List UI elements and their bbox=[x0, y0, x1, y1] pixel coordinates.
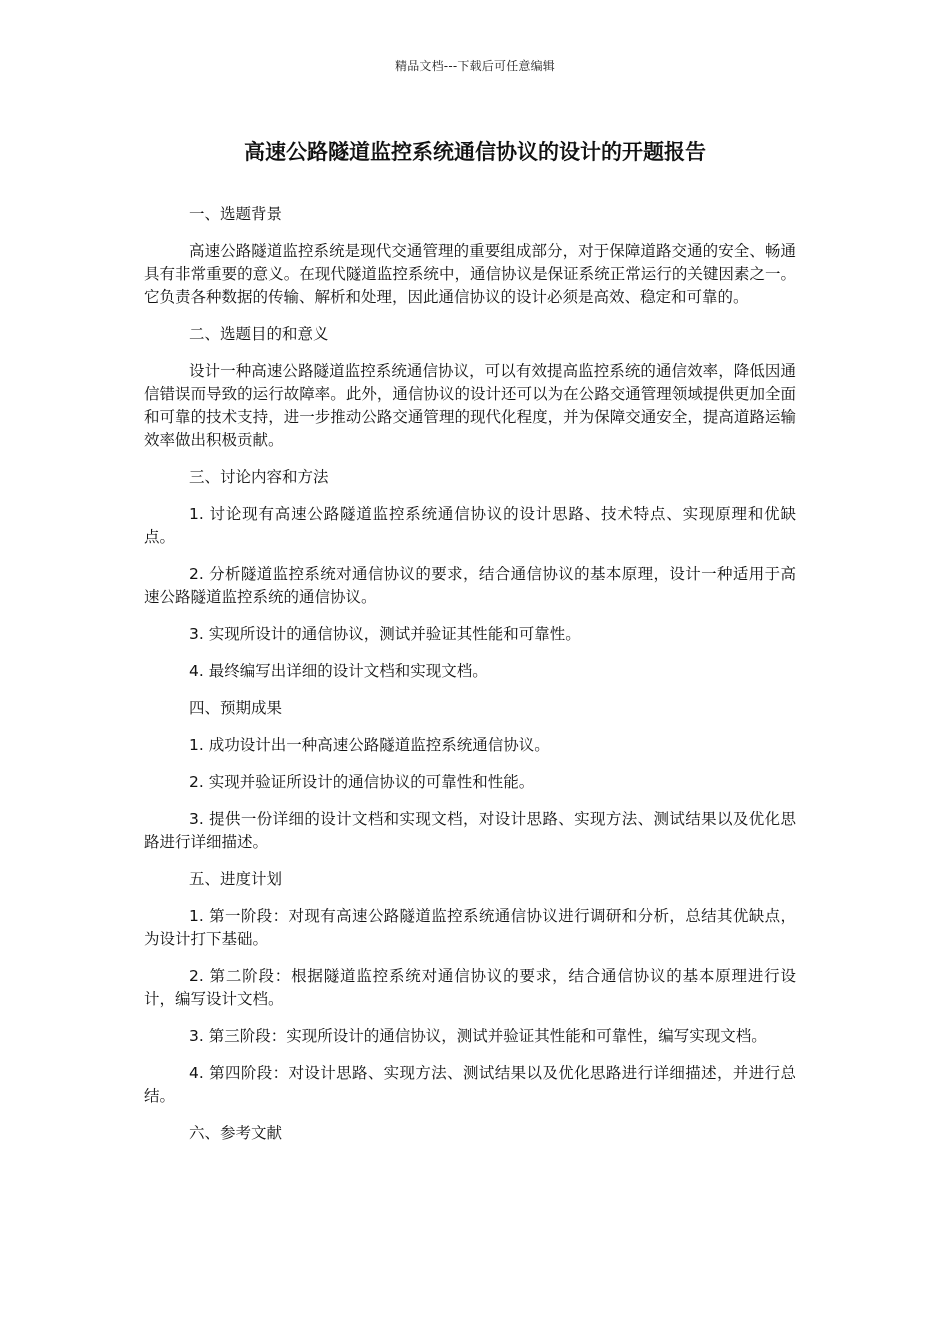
section-heading-content-methods: 三、讨论内容和方法 bbox=[189, 468, 329, 486]
header-note: 精品文档---下载后可任意编辑 bbox=[395, 59, 555, 73]
list-item-result-2: 2. 实现并验证所设计的通信协议的可靠性和性能。 bbox=[189, 773, 535, 791]
document-body bbox=[144, 203, 796, 1159]
list-item-schedule-4: 4. 第四阶段：对设计思路、实现方法、测试结果以及优化思路进行详细描述，并进行总结。 bbox=[144, 1064, 796, 1105]
list-item-content-3: 3. 实现所设计的通信协议，测试并验证其性能和可靠性。 bbox=[189, 625, 581, 643]
list-item-content-2: 2. 分析隧道监控系统对通信协议的要求，结合通信协议的基本原理，设计一种适用于高速公路隧道监控系统的通信协议。 bbox=[144, 565, 796, 606]
section-heading-purpose: 二、选题目的和意义 bbox=[189, 325, 329, 343]
list-item-result-3: 3. 提供一份详细的设计文档和实现文档，对设计思路、实现方法、测试结果以及优化思路进行详细描述。 bbox=[144, 810, 796, 851]
section-heading-references: 六、参考文献 bbox=[189, 1124, 283, 1142]
list-item-schedule-3: 3. 第三阶段：实现所设计的通信协议，测试并验证其性能和可靠性，编写实现文档。 bbox=[189, 1027, 767, 1045]
list-item-result-1: 1. 成功设计出一种高速公路隧道监控系统通信协议。 bbox=[189, 736, 550, 754]
section-heading-background: 一、选题背景 bbox=[189, 205, 283, 223]
paragraph-purpose: 设计一种高速公路隧道监控系统通信协议，可以有效提高监控系统的通信效率，降低因通信错误而导致的运行故障率。此外，通信协议的设计还可以为在公路交通管理领域提供更加全面和可靠的技术支持，进一步推动公路交通管理的现代化程度，并为保障交通安全，提高道路运输效率做出积极贡献。 bbox=[144, 362, 796, 449]
paragraph-background: 高速公路隧道监控系统是现代交通管理的重要组成部分，对于保障道路交通的安全、畅通具有非常重要的意义。在现代隧道监控系统中，通信协议是保证系统正常运行的关键因素之一。它负责各种数据的传输、解析和处理，因此通信协议的设计必须是高效、稳定和可靠的。 bbox=[144, 242, 796, 306]
section-heading-expected-results: 四、预期成果 bbox=[189, 699, 283, 717]
list-item-content-4: 4. 最终编写出详细的设计文档和实现文档。 bbox=[189, 662, 488, 680]
section-heading-schedule: 五、进度计划 bbox=[189, 870, 283, 888]
list-item-schedule-2: 2. 第二阶段：根据隧道监控系统对通信协议的要求，结合通信协议的基本原理进行设计，编写设计文档。 bbox=[144, 967, 796, 1008]
document-title: 高速公路隧道监控系统通信协议的设计的开题报告 bbox=[244, 140, 706, 164]
list-item-schedule-1: 1. 第一阶段：对现有高速公路隧道监控系统通信协议进行调研和分析，总结其优缺点，为设计打下基础。 bbox=[144, 907, 796, 948]
list-item-content-1: 1. 讨论现有高速公路隧道监控系统通信协议的设计思路、技术特点、实现原理和优缺点。 bbox=[144, 505, 796, 546]
